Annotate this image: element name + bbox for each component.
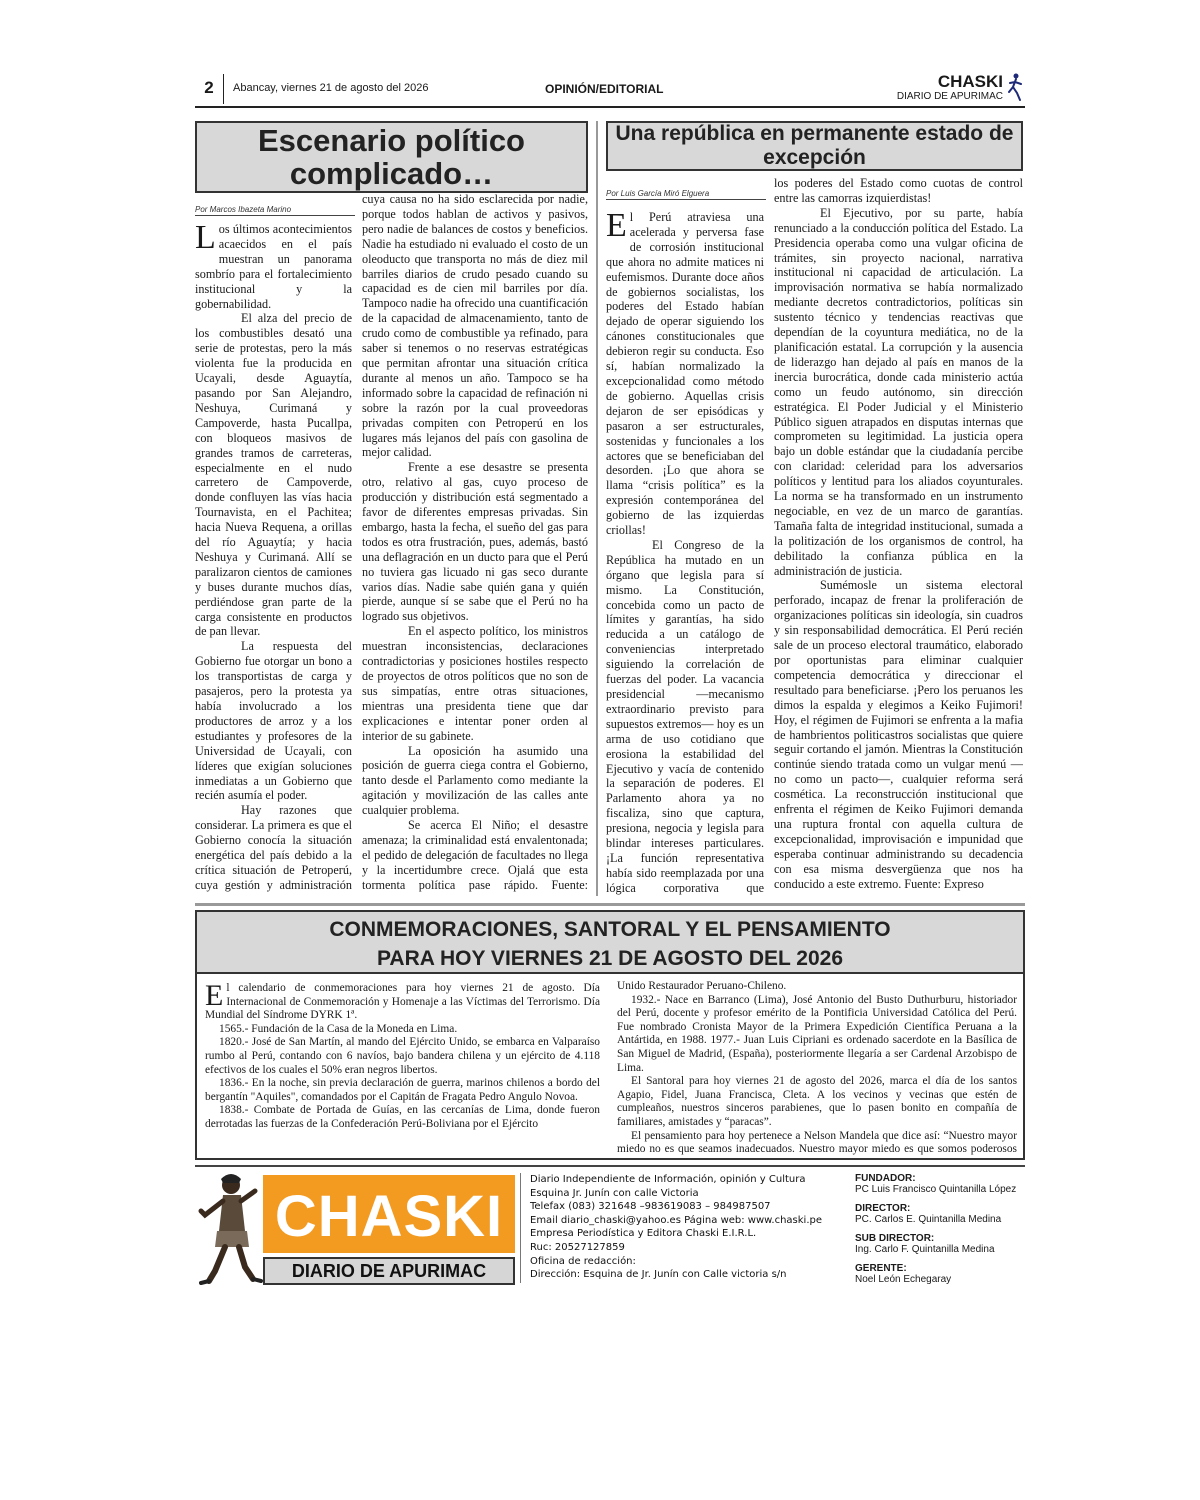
conmemoraciones-column-1	[205, 982, 600, 1157]
section-name: OPINIÓN/EDITORIAL	[545, 82, 664, 96]
conmemoraciones-paragraph: El pensamiento para hoy pertenece a Nelson Mandela que dice así: “Nuestro mayor miedo no es que seamos inadecuados. Nuestro mayor miedo es que somos poderosos	[617, 1129, 1017, 1155]
conmemoraciones-paragraph: 1565.- Fundación de la Casa de la Moneda en Lima.	[219, 1022, 458, 1035]
logo-subtitle: DIARIO DE APURIMAC	[263, 1257, 515, 1285]
info-line: Email diario_chaski@yahoo.es Página web: www.chaski.pe	[530, 1214, 823, 1226]
runner-logo-icon	[1005, 72, 1025, 102]
staff-role: FUNDADOR:	[855, 1173, 916, 1184]
info-line: Esquina Jr. Junín con calle Victoria	[530, 1187, 699, 1199]
footer-divider	[520, 1173, 521, 1283]
article-2-column-1	[606, 210, 764, 895]
article-2-column-2	[774, 176, 1023, 891]
column-separator	[596, 121, 598, 896]
article-1-column-1	[195, 222, 352, 894]
staff-role: GERENTE:	[855, 1263, 907, 1274]
article-paragraph: Frente a ese desastre se presenta otro, relativo al gas, cuyo proceso de producción y distribución está segmentado a favor de diferentes empresas privadas. Sin embargo, hasta la fecha, el sueño del gas para todos es otra frustración, pues, además, bastó una deflagración en un ducto para que el Perú no tuviera gas licuado ni gas seco durante varios días. Nadie sabe quién gana y quién pierde, aunque sí se sabe que el Perú no ha logrado sus objetivos.	[362, 460, 588, 624]
conmemoraciones-title	[197, 912, 1023, 974]
conmemoraciones-paragraph: 1838.- Combate de Portada de Guías, en las cercanías de Lima, donde fueron derrotadas las fuerzas de la Confederación Perú-Boliviana por el Ejército	[205, 1104, 600, 1130]
article-paragraph: Hay razones que considerar. La primera es que el Gobierno conocía la situación energética del país debido a la crítica situación de Petroperú, cuya gestión y administración	[195, 803, 352, 892]
article-1-title: Escenario político complicado…	[195, 121, 588, 193]
staff-list	[855, 1173, 1025, 1293]
article-paragraph: La respuesta del Gobierno fue otorgar un bono a los transportistas de carga y pasajeros, pero la protesta ya había involucrado a los productores de arroz y a los estudiantes y profesores de la Universidad de Ucayali, con líderes que exigían soluciones inmediatas a un Gobierno que recién asumía el poder.	[195, 639, 352, 803]
info-line: Telefax (083) 321648 –983619083 – 984987507	[530, 1201, 771, 1213]
article-paragraph: l Perú atraviesa una acelerada y perversa fase de corrosión institucional que ahora no admite matices ni eufemismos. Durante doce años de gobiernos socialistas, los poderes del Estado habían dejado de operar siguiendo los cánones constitucionales que debieron regir su conducta. Eso sí, habían normalizado la excepcionalidad como método de gobierno. Aquellas crisis dejaron de ser episódicas y pasaron a ser estructurales, sostenidas y funcionales a los actores que se beneficiaban del desorden. ¡Lo que ahora se llama “crisis política” es la expresión contemporánea del gobierno de las izquierdas criollas!	[606, 210, 764, 538]
staff-name: PC. Carlos E. Quintanilla Medina	[855, 1214, 1002, 1225]
info-line: Ruc: 20527127859	[530, 1241, 625, 1253]
article-paragraph: Sumémosle un sistema electoral perforado, incapaz de frenar la proliferación de organizaciones políticas sin ideología, sin cuadros y sin responsabilidad democrática. El Perú recién sale de un proceso electoral traumático, elaborado por oportunistas para eliminar cualquier competencia democrática y direccionar el resultado para beneficiarse. ¡Pero los peruanos les dimos la espalda y elegimos a Keiko Fujimori! Hoy, el régimen de Fujimori se enfrenta a la mafia de hambrientos politicastros socialistas que quiere seguir cortando el jamón. Mientras la Constitución continúe siendo tratada como un vulgar menú —no como un pacto—, cualquier reforma será cosmética. La reconstrucción institucional que enfrenta el régimen de Keiko Fujimori demanda una ruptura frontal con aquella cultura de excepcionalidad, improvisación e impunidad que esperaba continuar administrando su decadencia con esa misma desvergüenza que nos ha conducido a este extremo. Fuente: Expreso	[774, 578, 1023, 891]
conmemoraciones-paragraph: 1836.- En la noche, sin previa declaración de guerra, marinos chilenos a bordo del bergantín "Aquiles", comandados por el Capitán de Fragata Pedro Angulo Novoa.	[205, 1077, 600, 1103]
article-paragraph: los poderes del Estado como cuotas de control entre las camorras izquierdistas!	[774, 176, 1023, 205]
header-rule	[195, 106, 1025, 108]
dropcap: L	[195, 222, 216, 256]
article-1-column-2	[362, 192, 588, 892]
article-paragraph: El alza del precio de los combustibles desató una serie de protestas, pero la más violenta fue la producida en Ucayali, desde Aguaytía, pasando por San Alejandro, Neshuya, Curimaná y Campoverde, hasta Pucallpa, con bloqueos masivos de grandes tramos de carreteras, especialmente en el nudo carretero de Campoverde, donde confluyen las vías hacia Tournavista, en el Pachitea; hacia Nueva Requena, a orillas del río Aguaytía; y hacia Neshuya y Curimaná. Allí se paralizaron cientos de camiones y buses durante muchos días, perdiéndose gran parte de la carga consistente en productos de pan llevar.	[195, 311, 352, 639]
conmemoraciones-paragraph: 1820.- José de San Martín, al mando del Ejército Unido, se embarca en Valparaíso rumbo al Perú, contando con 6 navíos, bajo bandera chilena y un ejército de 4.118 efectivos de los cuales el 50% eran negros libertos.	[205, 1036, 600, 1076]
conmemoraciones-paragraph: El Santoral para hoy viernes 21 de agosto del 2026, marca el día de los santos Agapio, Fidel, Juana Francisca, Cleta. A los vecinos y vecinas que estén de cumpleaños, nuestros sinceros parabienes, que lo pasen bonito en compañía de familiares, amistades y “paracas”.	[617, 1075, 1017, 1128]
staff-role: DIRECTOR:	[855, 1203, 911, 1214]
info-line: Diario Independiente de Información, opinión y Cultura	[530, 1174, 806, 1185]
staff-name: Ing. Carlo F. Quintanilla Medina	[855, 1244, 995, 1255]
staff-name: Noel León Echegaray	[855, 1274, 952, 1285]
logo-wordmark: CHASKI	[274, 1184, 504, 1249]
article-paragraph: Se acerca El Niño; el desastre amenaza; la criminalidad está envalentonada; el pedido de delegación de facultades no llega y la incertidumbre crece. Ojalá que esta tormenta política pase rápido. Fuente:	[362, 818, 588, 892]
info-line: Oficina de redacción:	[530, 1255, 636, 1267]
chaski-logo	[195, 1169, 520, 1287]
dropcap: E	[606, 210, 627, 244]
conmemoraciones-title-line-1: CONMEMORACIONES, SANTORAL Y EL PENSAMIENTO	[329, 918, 891, 941]
dropcap: E	[205, 982, 224, 1012]
header-divider	[223, 74, 224, 104]
article-paragraph: En el aspecto político, los ministros muestran inconsistencias, declaraciones contradictorias y posiciones hostiles respecto de proyectos de otros políticos que no son de sus simpatías, entre otras situaciones, mientras una presidenta tiene que dar explicaciones e intentar poner orden al interior de su gabinete.	[362, 624, 588, 743]
article-1-byline: Por Marcos Ibazeta Marino	[195, 205, 355, 216]
conmemoraciones-column-2	[617, 980, 1017, 1155]
page-number: 2	[204, 78, 214, 97]
article-2-title: Una república en permanente estado de excepción	[606, 121, 1023, 171]
chaski-runner-icon	[195, 1171, 265, 1285]
staff-name: PC Luis Francisco Quintanilla López	[855, 1184, 1017, 1195]
staff-role: SUB DIRECTOR:	[855, 1233, 935, 1244]
conmemoraciones-box	[195, 910, 1025, 1160]
masthead-brand: CHASKI	[937, 72, 1003, 91]
masthead-subtitle: DIARIO DE APURIMAC	[896, 91, 1003, 102]
conmemoraciones-paragraph: l calendario de conmemoraciones para hoy viernes 21 de agosto. Día Internacional de Conmemoración y Homenaje a las Víctimas del Terrorismo. Día Mundial del Síndrome DYRK 1ª.	[205, 982, 600, 1022]
info-line: Dirección: Esquina de Jr. Junín con Calle victoria s/n	[530, 1269, 787, 1281]
info-line: Empresa Periodística y Editora Chaski E.I.R.L.	[530, 1228, 757, 1240]
section-separator	[195, 903, 1025, 906]
conmemoraciones-paragraph: 1932.- Nace en Barranco (Lima), José Antonio del Busto Duthurburu, historiador del Perú, docente y profesor emérito de la Pontificia Universidad Católica del Perú. Fue nombrado Cronista Mayor de la Primera Expedición Científica Peruana a la Antártida, en 1988. 1977.- Juan Luis Cipriani es ordenado sacerdote en la Basílica de San Miguel de Madrid, (España), posteriormente llegaría a ser Cardenal Arzobispo de Lima.	[617, 993, 1017, 1074]
conmemoraciones-paragraph: Unido Restaurador Peruano-Chileno.	[617, 980, 787, 992]
article-paragraph: El Congreso de la República ha mutado en un órgano que legisla para sí mismo. La Constitución, concebida como un pacto de límites y garantías, ha sido reducida a un catálogo de conveniencias interpretado siguiendo la correlación de fuerzas del poder. La vacancia presidencial —mecanismo extraordinario previsto para supuestos extremos— hoy es un arma de uso cotidiano que erosiona la estabilidad del Ejecutivo y vacía de contenido la separación de poderes. El Parlamento ahora ya no fiscaliza, sino que captura, presiona, negocia y legisla para blindar intereses particulares. ¡La función representativa había sido reemplazada por una lógica corporativa que	[606, 537, 764, 895]
article-paragraph: cuya causa no ha sido esclarecida por nadie, porque todos hablan de activos y pasivos, pero nadie de balances de costos y beneficios. Nadie ha estudiado ni evaluado el costo de un oleoducto que transporta no más de diez mil barriles diarios de crudo pesado cuando su capacidad es de cien mil barriles por día. Tampoco nadie ha ofrecido una cuantificación de la capacidad de almacenamiento, tanto de crudo como de combustible ya refinado, para saber si tenemos o no reservas estratégicas que permitan afrontar una situación crítica durante al menos un año. Tampoco se ha informado sobre la capacidad de refinación ni sobre la razón por la cual proveedoras privadas compiten con Petroperú en los lugares más lejanos del país con gasolina de mejor calidad.	[362, 192, 588, 460]
article-2-byline: Por Luis García Miró Elguera	[606, 189, 766, 200]
issue-date: Abancay, viernes 21 de agosto del 2026	[233, 82, 429, 94]
article-paragraph: El Ejecutivo, por su parte, había renunciado a la conducción política del Estado. La Presidencia operaba como una vulgar oficina de trámites, sin proyecto nacional, narrativa institucional ni capacidad de articulación. La improvisación normativa se había normalizado mediante decretos contradictorios, políticas sin sustento técnico y tendencias reactivas que dependían de la coyuntura mediática, no de la planificación estatal. La corrupción y la ausencia de liderazgo han dejado al país en manos de la inercia burocrática, donde cada ministerio actúa como un feudo autónomo, sin dirección estratégica. El Poder Judicial y el Ministerio Público siguen atrapados en disputas internas que comprometen su legitimidad. La justicia opera bajo un doble estándar que la ciudadanía percibe con claridad: celeridad para los adversarios políticos y lentitud para los aliados coyunturales. La norma se ha transformado en un instrumento negociable, en vez de un marco de garantías. Tamaña falta de integridad institucional, sumada a la politización de los organismos de control, ha debilitado la confianza pública en la administración de justicia.	[774, 205, 1023, 578]
footer-masthead	[195, 1165, 1025, 1285]
article-paragraph: os últimos acontecimientos acaecidos en el país muestran un panorama sombrío para el fortalecimiento institucional y la gobernabilidad.	[195, 222, 352, 311]
conmemoraciones-title-line-2: PARA HOY VIERNES 21 DE AGOSTO DEL 2026	[376, 947, 844, 970]
page-header	[195, 72, 1025, 106]
article-paragraph: La oposición ha asumido una posición de guerra ciega contra el Gobierno, tanto desde el Parlamento como mediante la agitación y movilización de las calles ante cualquier problema.	[362, 743, 588, 818]
publisher-info	[530, 1173, 830, 1282]
